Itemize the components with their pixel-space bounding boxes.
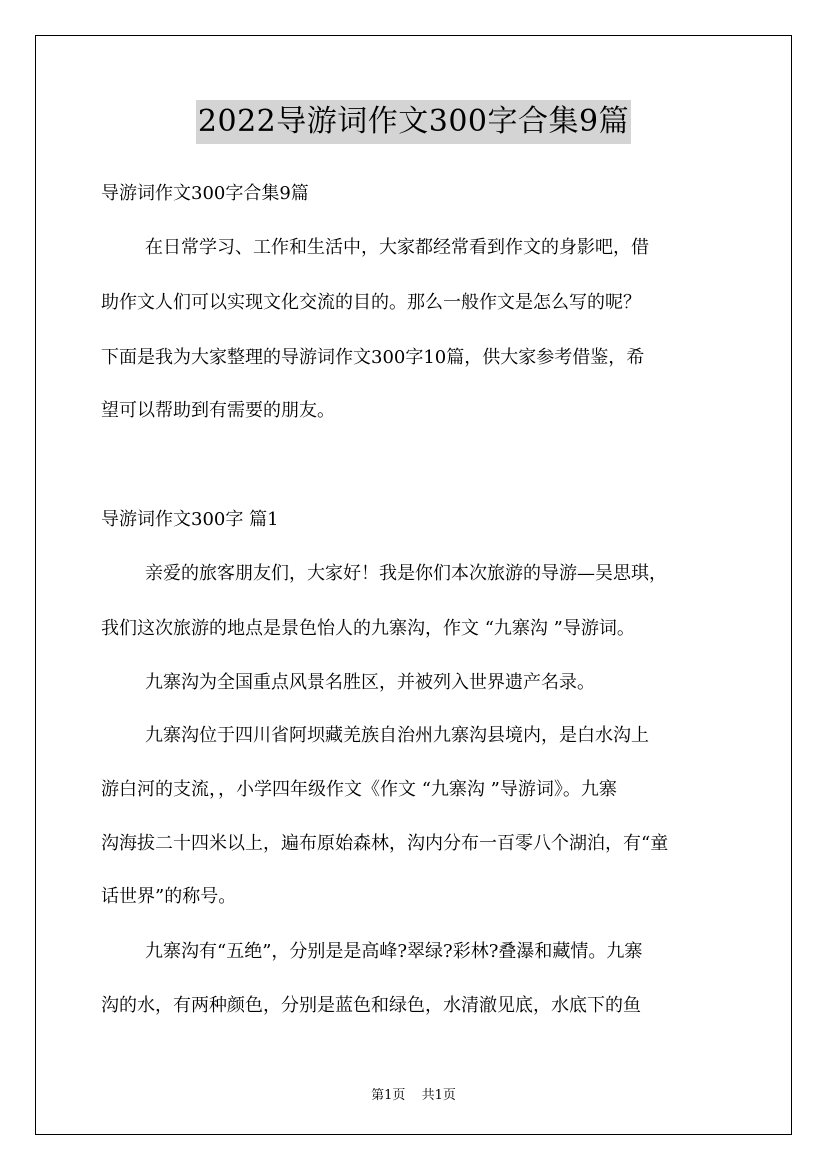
body-line-9: 沟的水，有两种颜色，分别是蓝色和绿色，水清澈见底，水底下的鱼 [101, 995, 641, 1016]
document-subtitle: 导游词作文300字合集9篇 [101, 183, 309, 204]
intro-line-2: 助作文人们可以实现文化交流的目的。那么一般作文是怎么写的呢？ [101, 292, 641, 313]
body-line-2: 我们这次旅游的地点是景色怡人的九寨沟，作文 “九寨沟 ”导游词。 [101, 618, 635, 639]
body-line-4: 九寨沟位于四川省阿坝藏羌族自治州九寨沟县境内，是白水沟上 [145, 725, 649, 746]
body-line-5: 游白河的支流，，小学四年级作文《作文 “九寨沟 ”导游词》。九寨 [101, 779, 617, 800]
body-line-3: 九寨沟为全国重点风景名胜区，并被列入世界遗产名录。 [145, 672, 595, 693]
page-total: 共1页 [421, 1088, 456, 1103]
document-title: 2022导游词作文300字合集9篇 [196, 100, 631, 144]
intro-line-1: 在日常学习、工作和生活中，大家都经常看到作文的身影吧，借 [145, 237, 649, 258]
body-line-6: 沟海拔二十四米以上，遍布原始森林，沟内分布一百零八个湖泊，有“童 [101, 833, 669, 854]
section-heading: 导游词作文300字 篇1 [101, 509, 279, 530]
intro-line-4: 望可以帮助到有需要的朋友。 [101, 400, 335, 421]
body-line-8: 九寨沟有“五绝”，分别是是高峰?翠绿?彩林?叠瀑和藏情。九寨 [145, 941, 643, 962]
intro-line-3: 下面是我为大家整理的导游词作文300字10篇，供大家参考借鉴，希 [101, 347, 645, 368]
body-line-7: 话世界”的称号。 [101, 886, 237, 907]
body-line-1: 亲爱的旅客朋友们，大家好！我是你们本次旅游的导游—吴思琪， [145, 563, 667, 584]
page-number: 第1页 [371, 1088, 406, 1103]
page-footer [0, 1084, 827, 1103]
title-block [0, 100, 827, 144]
